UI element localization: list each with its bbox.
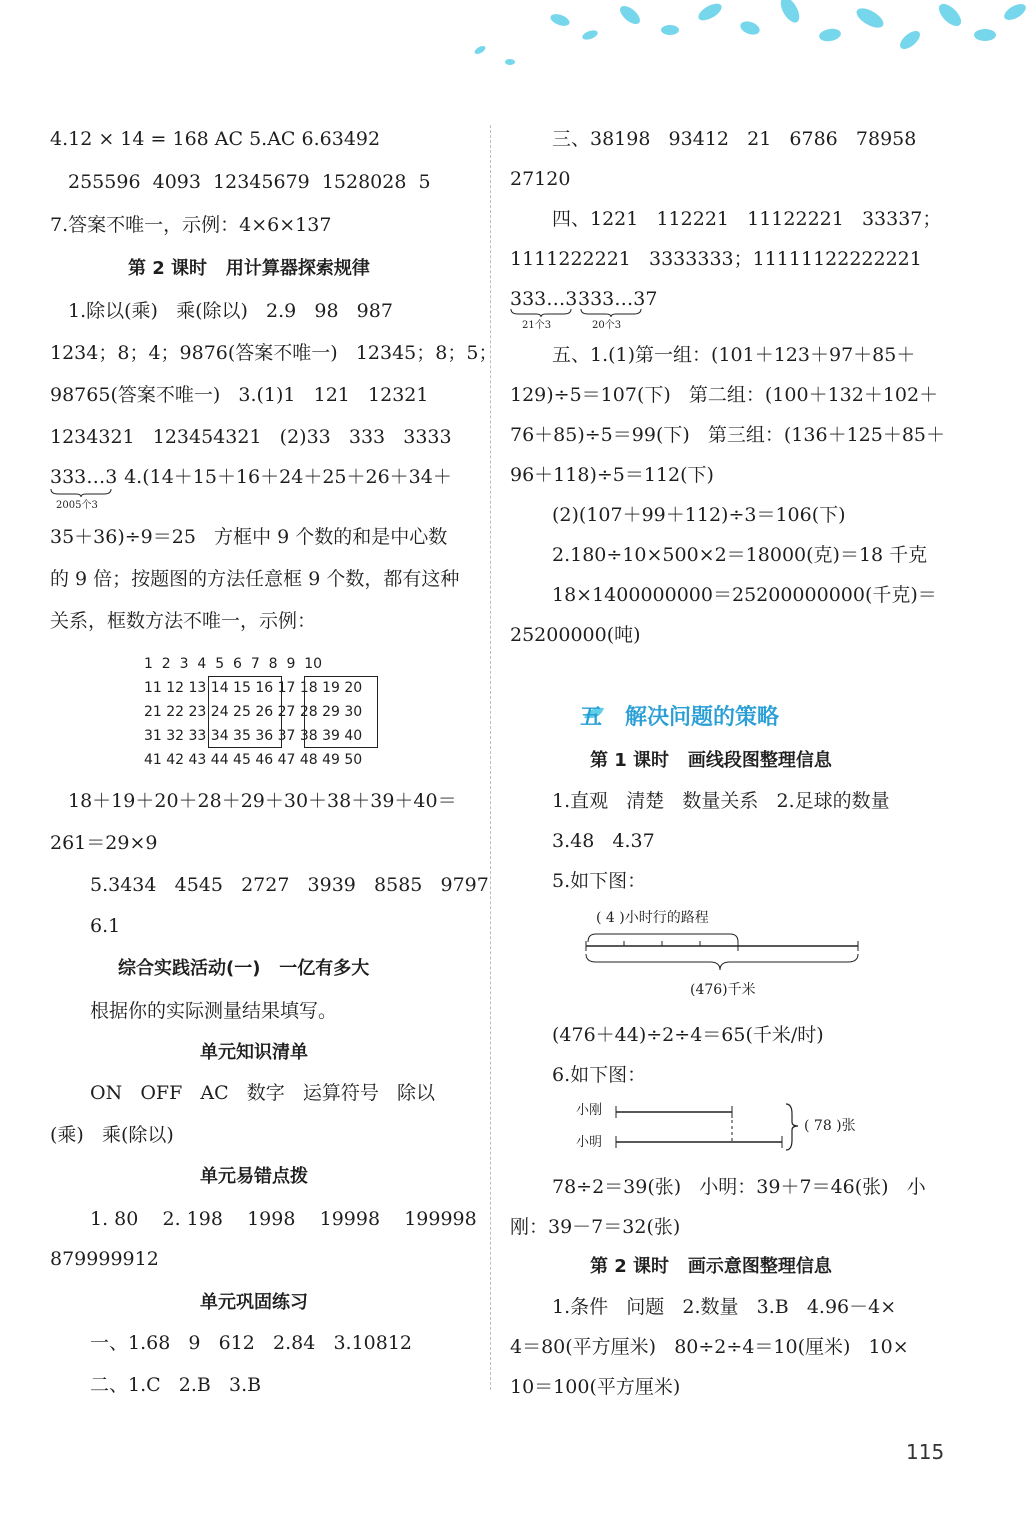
answer-line: 的 9 倍；按题图的方法任意框 9 个数，都有这种 [50,568,460,590]
answer-line: 18×1400000000＝25200000000(千克)＝ [552,584,937,606]
grid-frame [304,676,378,748]
answer-line: 35＋36)÷9＝25 方框中 9 个数的和是中心数 [50,526,448,548]
grid-row: 41 42 43 44 45 46 47 48 49 50 [144,752,363,768]
page-number: 115 [906,1440,945,1464]
brace-label: 2005个3 [56,500,98,511]
answer-line: 6.1 [90,915,121,937]
line-segment-diagram [580,926,865,976]
answer-line: (476＋44)÷2÷4＝65(千米/时) [552,1024,824,1046]
unit-title: 五 解决问题的策略 [580,705,779,730]
answer-line: 3.48 4.37 [552,830,655,852]
figure-label: (476)千米 [690,982,756,998]
answer-line: 6.如下图： [552,1064,647,1086]
answer-line: 333…3 [50,466,118,488]
grid-row: 1 2 3 4 5 6 7 8 9 10 [144,656,323,672]
answer-line: 27120 [510,168,571,190]
underbrace [50,488,112,498]
answer-line: 1234321 123454321 (2)33 333 3333 [50,426,452,448]
answer-line: 二、1.C 2.B 3.B [90,1374,262,1396]
answer-line: (乘) 乘(除以) [50,1124,174,1146]
answer-line: 5.如下图： [552,870,647,892]
answer-line: 1.除以(乘) 乘(除以) 2.9 98 987 [68,300,393,322]
answer-line: 1111222221 3333333；11111122222221 [510,248,922,270]
answer-line: 10＝100(平方厘米) [510,1376,681,1398]
answer-line: 关系，框数方法不唯一，示例： [50,610,317,632]
answer-line: 4＝80(平方厘米) 80÷2÷4＝10(厘米) 10× [510,1336,909,1358]
figure-label: ( 78 )张 [804,1118,856,1134]
answer-line: 2.180÷10×500×2＝18000(克)＝18 千克 [552,544,928,566]
answer-line: 98765(答案不唯一) 3.(1)1 121 12321 [50,384,429,406]
grid-frame [208,676,282,748]
answer-line: 刚：39－7＝32(张) [510,1216,681,1238]
section-heading: 综合实践活动(一) 一亿有多大 [118,958,370,979]
answer-line: 1234；8；4；9876(答案不唯一) 12345；8；5； [50,342,498,364]
brace-label: 21个3 [522,320,552,331]
figure-label: ( 4 )小时行的路程 [596,910,709,926]
answer-line: 333…3 [510,288,578,310]
leaf-decoration [440,0,1033,80]
answer-line: 1.直观 清楚 数量关系 2.足球的数量 [552,790,890,812]
answer-line: 1.条件 问题 2.数量 3.B 4.96－4× [552,1296,897,1318]
answer-line: 25200000(吨) [510,624,641,646]
comparison-diagram [612,1100,802,1156]
answer-line: 879999912 [50,1248,159,1270]
answer-line: 1. 80 2. 198 1998 19998 199998 [90,1208,477,1230]
answer-line: 五、1.(1)第一组：(101＋123＋97＋85＋ [552,344,916,366]
answer-line: 18＋19＋20＋28＋29＋30＋38＋39＋40＝ [68,790,457,812]
answer-line: 根据你的实际测量结果填写。 [90,1000,338,1022]
answer-line: ON OFF AC 数字 运算符号 除以 [90,1082,435,1104]
section-heading: 第 1 课时 画线段图整理信息 [590,750,832,771]
answer-line: 96＋118)÷5＝112(下) [510,464,714,486]
grid-row: 31 32 33 34 35 36 37 38 39 40 [144,728,363,744]
answer-line: 5.3434 4545 2727 3939 8585 9797 [90,874,489,896]
answer-line: 261＝29×9 [50,832,158,854]
answer-line: 255596 4093 12345679 1528028 5 [68,171,431,193]
answer-line: 一、1.68 9 612 2.84 3.10812 [90,1332,413,1354]
answer-line: 129)÷5＝107(下) 第二组：(100＋132＋102＋ [510,384,939,406]
section-heading: 单元知识清单 [200,1042,308,1063]
underbrace [580,308,642,318]
answer-line: 7.答案不唯一，示例：4×6×137 [50,214,332,236]
answer-line: 78÷2＝39(张) 小明：39＋7＝46(张) 小 [552,1176,926,1198]
answer-line: 四、1221 112221 11122221 33337； [552,208,942,230]
brace-label: 20个3 [592,320,622,331]
underbrace [510,308,572,318]
section-heading: 单元易错点拨 [200,1166,308,1187]
section-heading: 单元巩固练习 [200,1292,308,1313]
grid-row: 21 22 23 24 25 26 27 28 29 30 [144,704,363,720]
answer-line: (2)(107＋99＋112)÷3＝106(下) [552,504,846,526]
answer-line: 333…37 [578,288,658,310]
answer-line: 76＋85)÷5＝99(下) 第三组：(136＋125＋85＋ [510,424,946,446]
grid-row: 11 12 13 14 15 16 17 18 19 20 [144,680,363,696]
answer-line: 三、38198 93412 21 6786 78958 [552,128,917,150]
answer-line: 4.12 × 14 = 168 AC 5.AC 6.63492 [50,128,381,150]
figure-label: 小刚 [576,1103,603,1118]
section-heading: 第 2 课时 用计算器探索规律 [128,258,370,279]
figure-label: 小明 [576,1135,603,1150]
answer-line: 4.(14＋15＋16＋24＋25＋26＋34＋ [112,466,452,488]
column-divider [490,125,491,1390]
section-heading: 第 2 课时 画示意图整理信息 [590,1256,832,1277]
